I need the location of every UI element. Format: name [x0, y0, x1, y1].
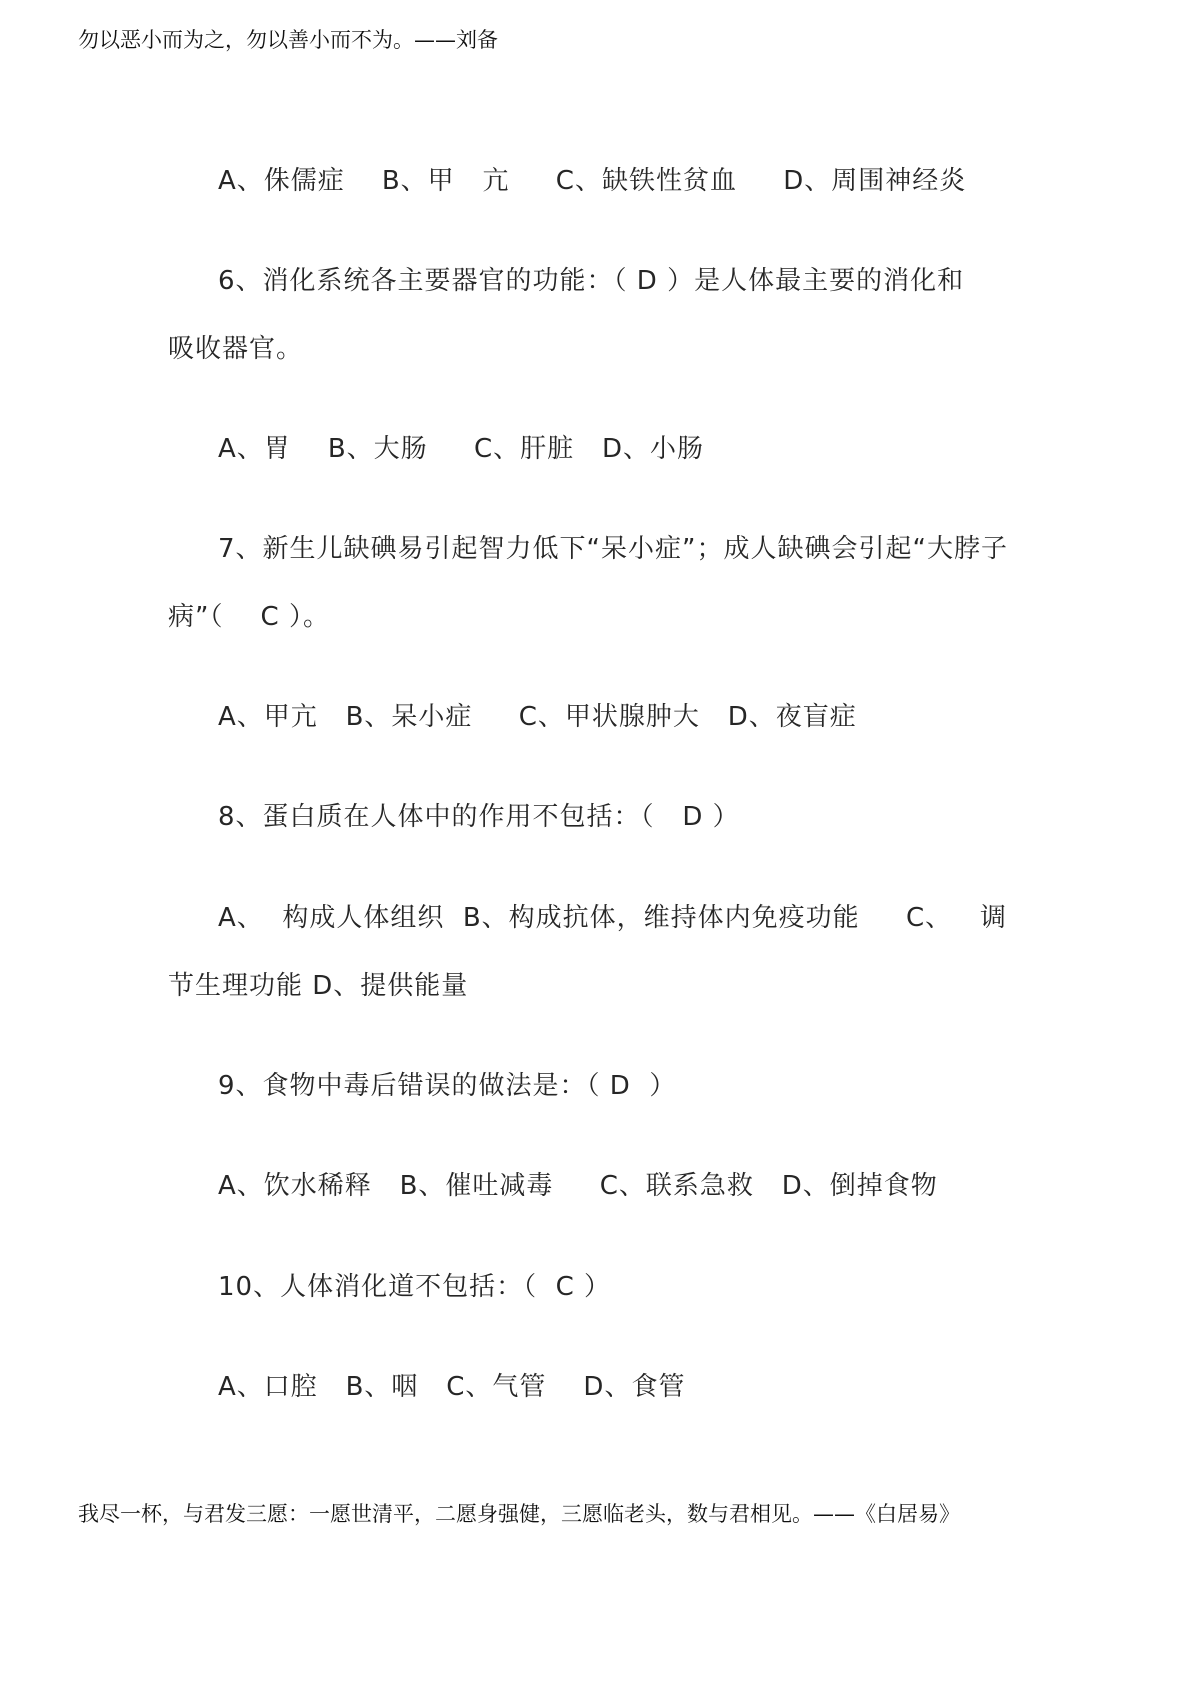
question-8-options: A、 构成人体组织 B、构成抗体，维持体内免疫功能 C、 调 [218, 903, 1007, 933]
question-9-options: A、饮水稀释 B、催吐减毒 C、联系急救 D、倒掉食物 [218, 1171, 938, 1201]
question-7-text-continued: 病”（ C ）。 [168, 602, 330, 632]
question-7-options: A、甲亢 B、呆小症 C、甲状腺肿大 D、夜盲症 [218, 702, 857, 732]
question-6-text: 6、消化系统各主要器官的功能：（ D ）是人体最主要的消化和 [218, 266, 965, 296]
question-10-options: A、口腔 B、咽 C、气管 D、食管 [218, 1372, 686, 1402]
footer-motto: 我尽一杯，与君发三愿：一愿世清平，二愿身强健，三愿临老头，数与君相见。——《白居易》 [78, 1502, 960, 1526]
question-8-options-continued: 节生理功能 D、提供能量 [168, 971, 469, 1001]
header-motto: 勿以恶小而为之，勿以善小而不为。——刘备 [78, 28, 498, 52]
question-6-text-continued: 吸收器官。 [168, 334, 304, 364]
question-10-text: 10、人体消化道不包括：（ C ） [218, 1272, 612, 1302]
question-7-text: 7、新生儿缺碘易引起智力低下“呆小症”；成人缺碘会引起“大脖子 [218, 534, 1008, 564]
question-8-text: 8、蛋白质在人体中的作用不包括：（ D ） [218, 802, 740, 832]
question-5-options: A、侏儒症 B、甲 亢 C、缺铁性贫血 D、周围神经炎 [218, 166, 967, 196]
question-9-text: 9、食物中毒后错误的做法是：（ D ） [218, 1071, 677, 1101]
question-6-options: A、胃 B、大肠 C、肝脏 D、小肠 [218, 434, 704, 464]
